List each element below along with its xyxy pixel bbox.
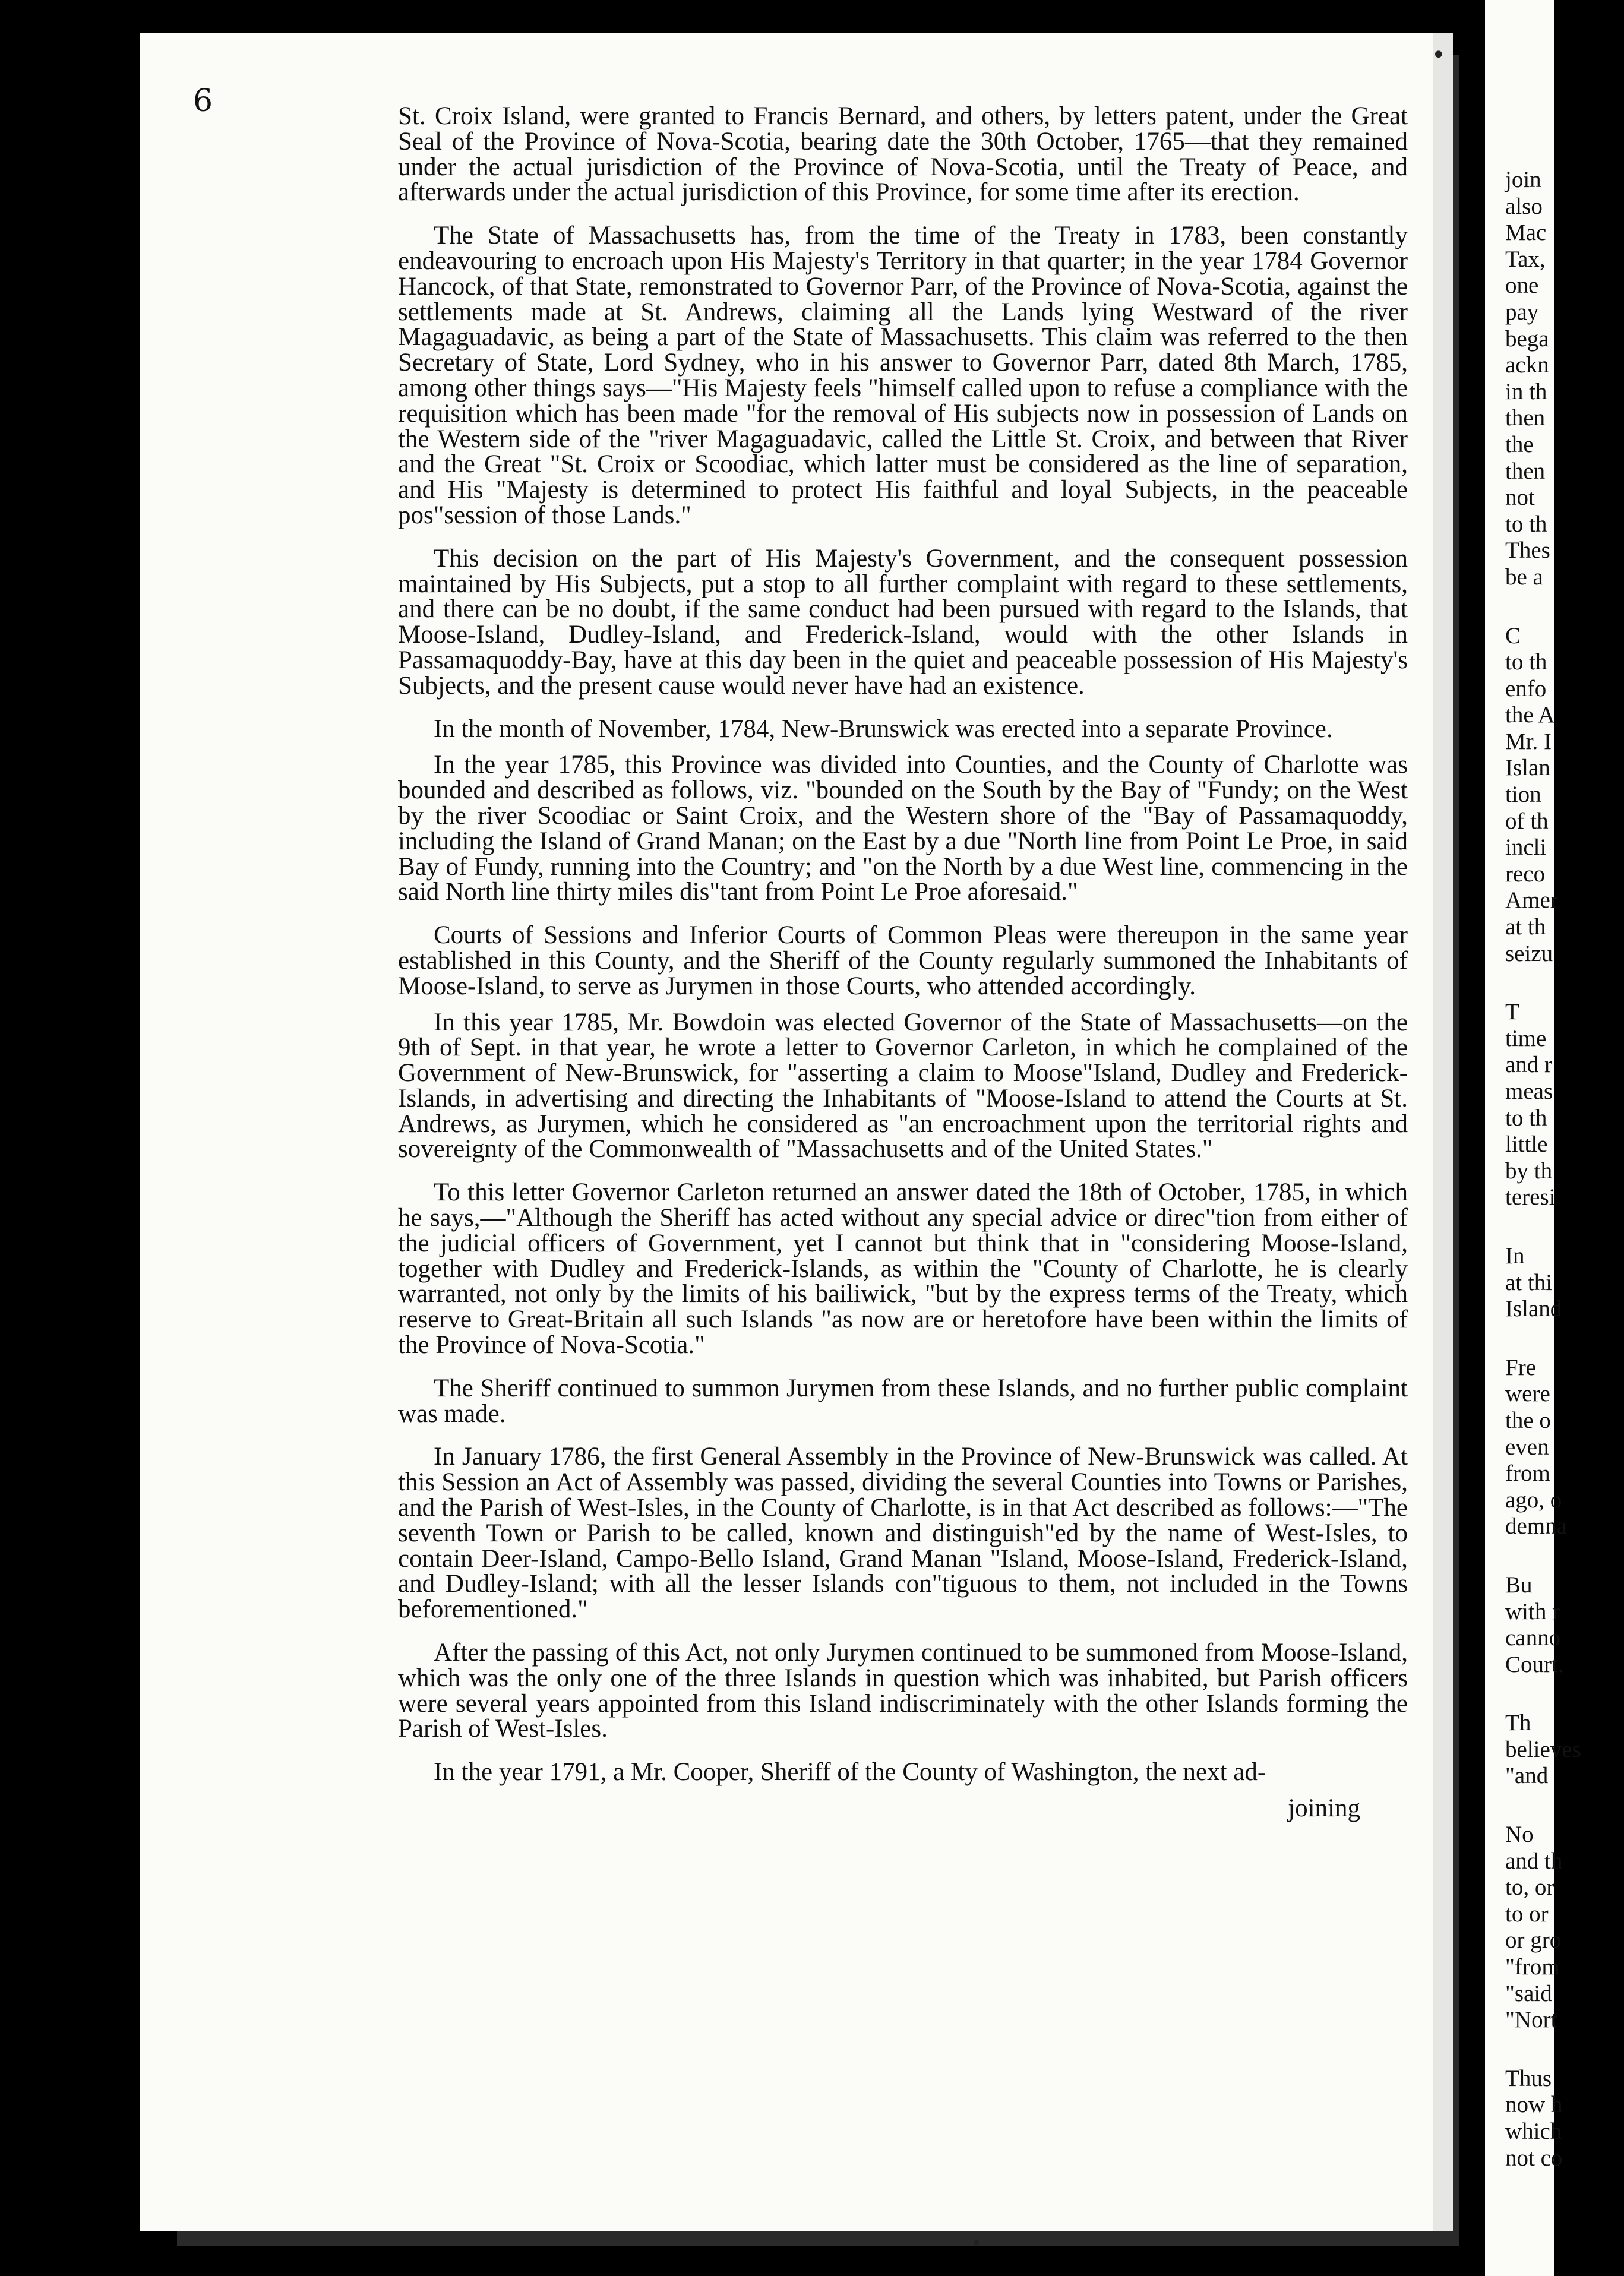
paragraph: In January 1786, the first General Assembly in the Province of New-Brunswick was called. At this Session an Act of Assembly was passed, dividing the several Counties into Towns or Parishes, and the Parish of West-Isles, in the County of Charlotte, is in that Act described as follows:—"The seventh Town or Parish to be called, known and distinguish"ed by the name of West-Isles, to contain Deer-Island, Campo-Bello Island, Grand Manan "Island, Moose-Island, Frederick-Island, and Dudley-Island; with all the lesser Islands con"tiguous to them, not included in the Towns beforementioned.": [398, 1443, 1408, 1624]
facing-page-line: T: [1505, 999, 1519, 1025]
facing-page-line: or gro: [1505, 1927, 1562, 1953]
facing-page-line: then: [1505, 405, 1546, 431]
scan-speck: •: [971, 2233, 982, 2254]
facing-page-line: [1505, 590, 1624, 622]
facing-page-line: to th: [1505, 511, 1547, 537]
paragraph: In this year 1785, Mr. Bowdoin was elected Governor of the State of Massachusetts—on the 9th of Sept. in that year, he wrote a letter to Governor Carleton, in which he complained of the Government of New-Brunswick, for "asserting a claim to Moose"Island, Dudley and Frederick-Islands, in advertising and directing the Inhabitants of "Moose-Island to attend the Courts at St. Andrews, as Jurymen, which he considered as "an encroachment upon the territorial rights and sovereignty of the Commonwealth of "Massachusetts and of the United States.": [398, 1008, 1408, 1164]
facing-page-line: and th: [1505, 1848, 1563, 1874]
scan-speck: •: [1432, 42, 1446, 69]
facing-page-line: now h: [1505, 2092, 1563, 2118]
paragraph: After the passing of this Act, not only Jurymen continued to be summoned from Moose-Island, which was the only one of the three Islands in question which was inhabited, but Parish officers were several years appointed from this Island indiscriminately with the other Islands forming the Parish of West-Isles.: [398, 1639, 1408, 1743]
facing-page-line: which: [1505, 2119, 1562, 2144]
facing-page-line: [1505, 1210, 1624, 1243]
facing-page-line: Tax,: [1505, 246, 1546, 272]
facing-page-line: from: [1505, 1461, 1550, 1487]
facing-page-line: not co: [1505, 2145, 1563, 2171]
facing-page-line: C: [1505, 622, 1521, 649]
facing-page-line: demna: [1505, 1513, 1567, 1540]
facing-page-line: were: [1505, 1381, 1550, 1407]
facing-page-line: not: [1505, 485, 1535, 511]
facing-page-line: by th: [1505, 1158, 1553, 1184]
facing-page-line: Court.: [1505, 1651, 1564, 1677]
facing-page-text: [1505, 166, 1624, 2171]
facing-page-line: In: [1505, 1243, 1525, 1269]
paragraph: This decision on the part of His Majesty's Government, and the consequent possession maintained by His Subjects, put a stop to all further complaint with regard to these settlements, and there can be no doubt, if the same conduct had been pursued with regard to the Islands, that Moose-Island, Dudley-Island, and Frederick-Island, would with the other Islands in Passamaquoddy-Bay, have at this day been in the quiet and peaceable possession of His Majesty's Subjects, and the present cause would never have had an existence.: [398, 544, 1408, 700]
facing-page-line: "Nort: [1505, 2007, 1557, 2033]
facing-page-line: and r: [1505, 1052, 1553, 1078]
page-number: 6: [193, 83, 213, 119]
paragraph: In the year 1785, this Province was divided into Counties, and the County of Charlotte was bounded and described as follows, viz. "bounded on the South by the Bay of "Fundy; on the West by the river Scoodiac or Saint Croix, and the Western shore of the "Bay of Passamaquoddy, including the Island of Grand Manan; on the East by a due "North line from Point Le Proe, in said Bay of Fundy, running into the Country; and "on the North by a due West line, commencing in the said North line thirty miles dis"tant from Point Le Proe aforesaid.": [398, 751, 1408, 906]
facing-page-line: meas: [1505, 1079, 1553, 1104]
facing-page-line: to or: [1505, 1901, 1549, 1927]
facing-page-line: [1505, 966, 1624, 998]
facing-page-line: bega: [1505, 325, 1549, 352]
facing-page-line: Bu: [1505, 1572, 1533, 1598]
facing-page-line: join: [1505, 167, 1541, 192]
facing-page-line: tion: [1505, 782, 1541, 808]
facing-page-line: to th: [1505, 649, 1547, 675]
facing-page-line: [1505, 2033, 1624, 2065]
facing-page-line: in th: [1505, 378, 1547, 404]
facing-page-line: Amer: [1505, 887, 1558, 913]
facing-page-line: to th: [1505, 1105, 1547, 1131]
facing-page-line: the o: [1505, 1407, 1551, 1433]
main-text-column: [398, 104, 1408, 1839]
paragraph: The State of Massachusetts has, from the time of the Treaty in 1783, been constantly endeavouring to encroach upon His Majesty's Territory in that quarter; in the year 1784 Governor Hancock, of that State, remonstrated to Governor Parr, of the Province of Nova-Scotia, against the settlements made at St. Andrews, claiming all the Lands lying Westward of the river Magaguadavic, as being a part of the State of Massachusetts. This claim was referred to the then Secretary of State, Lord Sydney, who in his answer to Governor Parr, dated 8th March, 1785, among other things says—"His Majesty feels "himself called upon to refuse a compliance with the requisition which has been made "for the removal of His subjects now in possession of Lands on the Western side of the "river Magaguadavic, called the Little St. Croix, and between that River and the Great "St. Croix or Scoodiac, which latter must be considered as the line of separation, and His "Majesty is determined to protect His faithful and loyal Subjects, in the peaceable pos"session of those Lands.": [398, 222, 1408, 529]
facing-page-line: pay: [1505, 299, 1539, 325]
facing-page-line: at thi: [1505, 1269, 1553, 1295]
facing-page-line: Fre: [1505, 1354, 1536, 1380]
facing-page-line: [1505, 1322, 1624, 1354]
facing-page-line: [1505, 1677, 1624, 1709]
facing-page-line: at th: [1505, 914, 1546, 940]
paragraph: Courts of Sessions and Inferior Courts of Common Pleas were thereupon in the same year established in this County, and the Sheriff of the County regularly summoned the Inhabitants of Moose-Island, to serve as Jurymen in those Courts, who attended accordingly.: [398, 921, 1408, 1000]
facing-page-line: canno: [1505, 1625, 1561, 1651]
facing-page-line: ackn: [1505, 352, 1549, 378]
facing-page-line: Thes: [1505, 538, 1550, 564]
facing-page-line: time: [1505, 1025, 1547, 1051]
facing-page-line: Th: [1505, 1710, 1531, 1736]
facing-page-line: seizu: [1505, 940, 1553, 966]
facing-page-line: even: [1505, 1434, 1549, 1460]
paragraph: In the month of November, 1784, New-Brunswick was erected into a separate Province.: [434, 715, 1333, 743]
facing-page-line: one: [1505, 273, 1539, 299]
paragraph: To this letter Governor Carleton returned an answer dated the 18th of October, 1785, in which he says,—"Although the Sheriff has acted without any special advice or direc"tion from either of the judicial officers of Government, yet I cannot but think that in "considering Moose-Island, together with Dudley and Frederick-Islands, as within the "County of Charlotte, he is clearly warranted, not only by the limits of his bailiwick, "but by the express terms of the Treaty, which reserve to Great-Britain all such Islands "as now are or heretofore have been within the limits of the Province of Nova-Scotia.": [398, 1178, 1408, 1360]
facing-page-line: enfo: [1505, 675, 1547, 701]
facing-page-line: incli: [1505, 834, 1547, 861]
paragraph: St. Croix Island, were granted to Francis Bernard, and others, by letters patent, under the Great Seal of the Province of Nova-Scotia, bearing date the 30th October, 1765—that they remained under the actual jurisdiction of the Province of Nova-Scotia, until the Treaty of Peace, and afterwards under the actual jurisdiction of this Province, for some time after its erection.: [398, 102, 1408, 207]
facing-page-line: [1505, 1789, 1624, 1821]
facing-page-line: Mac: [1505, 220, 1547, 246]
facing-page-line: be a: [1505, 564, 1543, 590]
facing-page-line: ago, o: [1505, 1487, 1562, 1513]
facing-page-line: little: [1505, 1131, 1548, 1158]
facing-page-line: then: [1505, 458, 1546, 484]
paragraph: The Sheriff continued to summon Jurymen from these Islands, and no further public complaint was made.: [398, 1374, 1408, 1428]
facing-page-line: the: [1505, 431, 1534, 457]
facing-page-line: also: [1505, 193, 1543, 219]
facing-page-line: teresi: [1505, 1184, 1556, 1210]
facing-page-line: Islan: [1505, 755, 1550, 781]
facing-page-line: Mr. I: [1505, 728, 1552, 754]
facing-page-line: Island: [1505, 1296, 1562, 1322]
facing-page-line: [1505, 1540, 1624, 1572]
facing-page-line: "from: [1505, 1954, 1560, 1980]
catchword: joining: [1288, 1794, 1360, 1823]
facing-page-line: "and: [1505, 1763, 1549, 1789]
facing-page-line: with r: [1505, 1598, 1560, 1624]
facing-page-line: "said: [1505, 1980, 1552, 2006]
facing-page-line: reco: [1505, 861, 1546, 887]
facing-page-edge: [1485, 0, 1581, 2276]
facing-page-line: No: [1505, 1822, 1534, 1848]
facing-page-line: believes: [1505, 1736, 1581, 1762]
facing-page-line: the A: [1505, 702, 1555, 728]
facing-page-line: to, or: [1505, 1874, 1555, 1901]
facing-page-line: of th: [1505, 808, 1549, 834]
paragraph: In the year 1791, a Mr. Cooper, Sheriff of the County of Washington, the next ad-: [434, 1758, 1266, 1787]
facing-page-line: Thus: [1505, 2065, 1552, 2091]
